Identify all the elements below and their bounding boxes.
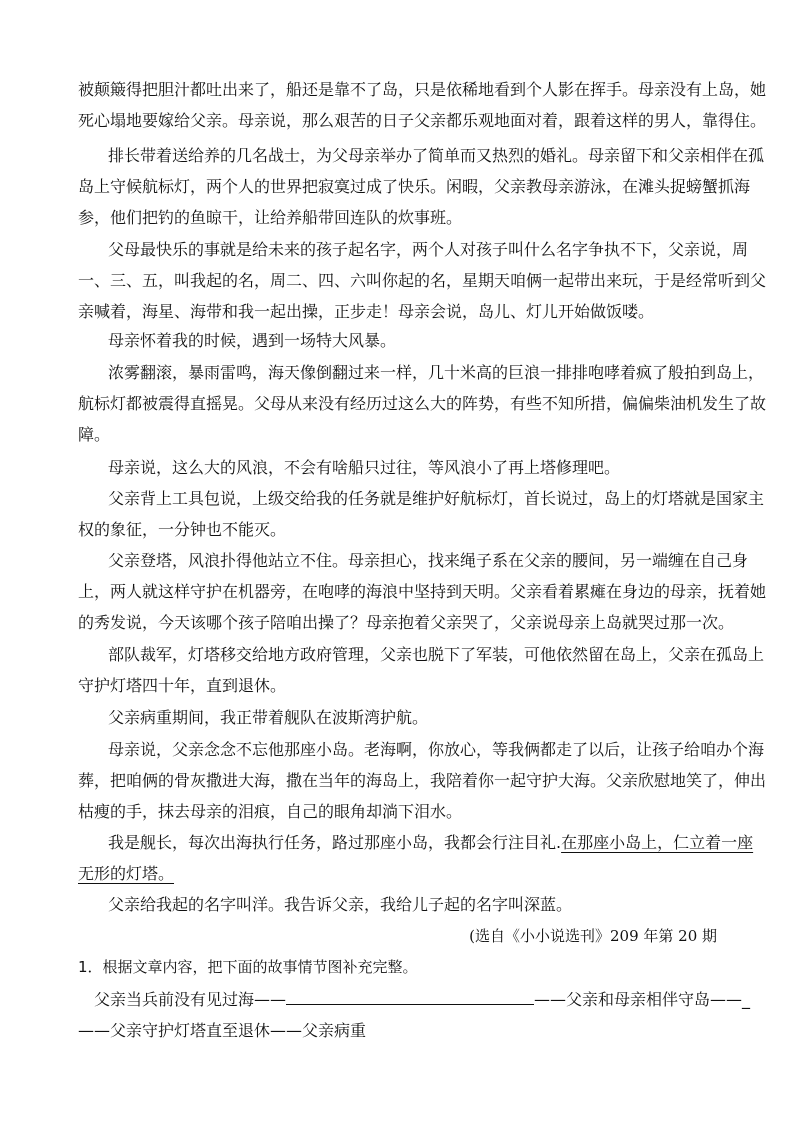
text-line: 守护灯塔四十年，直到退休。 <box>78 676 287 695</box>
paragraph-11 <box>78 734 767 827</box>
paragraph-7 <box>78 483 765 545</box>
text-line: 葬，把咱俩的骨灰撒进大海，撒在当年的海岛上，我陪着你一起守护大海。父亲欣慰地笑了，伸出 <box>78 771 767 790</box>
paragraph-13 <box>78 889 718 920</box>
text-line: 上，两人就这样守护在机器旁，在咆哮的海浪中坚持到天明。父亲看着累瘫在身边的母亲，抚着她 <box>78 582 767 601</box>
plot-diagram-line-1 <box>94 984 750 1015</box>
text-line: 亲喊着，海星、海带和我一起出操，正步走！母亲会说，岛儿、灯儿开始做饭喽。 <box>78 302 655 321</box>
text-line: 父母最快乐的事就是给未来的孩子起名字，两个人对孩子叫什么名字争执不下，父亲说，周 <box>108 240 749 259</box>
question-title: 1．根据文章内容，把下面的故事情节图补充完整。 <box>78 958 418 976</box>
text-line: 母亲说，父亲念念不忘他那座小岛。老海啊，你放心，等我俩都走了以后，让孩子给咱办个海 <box>108 740 765 759</box>
text-line: 的秀发说，今天该哪个孩子陪咱出操了？母亲抱着父亲哭了，父亲说母亲上岛就哭过那一次。 <box>78 613 735 632</box>
plot-step: 父亲当兵前没有见过海—— <box>94 990 287 1009</box>
paragraph-3 <box>78 234 767 327</box>
text-line: 母亲怀着我的时候，遇到一场特大风暴。 <box>108 331 397 350</box>
text-line <box>78 858 718 889</box>
paragraph-12 <box>78 827 754 889</box>
text-line: 枯瘦的手，抹去母亲的泪痕，自己的眼角却淌下泪水。 <box>78 802 463 821</box>
plot-diagram-line-2: ——父亲守护灯塔直至退休——父亲病重 <box>78 1021 367 1040</box>
paragraph-10 <box>78 702 718 733</box>
paragraph-6 <box>78 452 718 483</box>
plot-step: ——父亲和母亲相伴守岛—— <box>534 990 743 1009</box>
text-line: 父亲病重期间，我正带着舰队在波斯湾护航。 <box>108 708 429 727</box>
text-line: 航标灯都被震得直摇晃。父母从来没有经历过这么大的阵势，有些不知所措，偏偏柴油机发生了故 <box>78 394 767 413</box>
paragraph-5 <box>78 357 767 450</box>
underlined-sentence: 无形的灯塔。 <box>78 864 175 883</box>
text-line <box>78 827 754 858</box>
text-line: 排长带着送给养的几名战士，为父母亲举办了简单而又热烈的婚礼。母亲留下和父亲相伴在孤 <box>108 146 765 165</box>
underlined-sentence: 在那座小岛上，仁立着一座 <box>561 833 754 852</box>
text-line: 被颠簸得把胆汁都吐出来了，船还是靠不了岛，只是依稀地看到个人影在挥手。母亲没有上岛，她 <box>78 80 767 99</box>
text-line: 障。 <box>78 425 111 444</box>
text-line: 浓雾翻滚，暴雨雷鸣，海天像倒翻过来一样，几十米高的巨浪一排排咆哮着疯了般拍到岛上， <box>108 363 765 382</box>
text-line: 一、三、五，叫我起的名，周二、四、六叫你起的名，星期天咱俩一起带出来玩，于是经常听到父 <box>78 271 767 290</box>
paragraph-2 <box>78 140 765 233</box>
paragraph-8 <box>78 545 767 638</box>
text-line: 父亲给我起的名字叫洋。我告诉父亲，我给儿子起的名字叫深蓝。 <box>108 895 573 914</box>
answer-blank-tail[interactable]: _ <box>742 990 751 1009</box>
text-line: 权的象征，一分钟也不能灭。 <box>78 520 287 539</box>
source-citation: (选自《小小说选刊》209 年第 20 期 <box>469 927 717 945</box>
paragraph-1 <box>78 74 767 136</box>
text-line: 死心塌地要嫁给父亲。母亲说，那么艰苦的日子父亲都乐观地面对着，跟着这样的男人，靠得住。 <box>78 111 767 130</box>
text-line: 岛上守候航标灯，两个人的世界把寂寞过成了快乐。闲暇，父亲教母亲游泳，在滩头捉螃蟹抓海 <box>78 177 751 196</box>
text-line: 母亲说，这么大的风浪，不会有啥船只过往，等风浪小了再上塔修理吧。 <box>108 458 621 477</box>
answer-blank[interactable] <box>286 986 534 1005</box>
text-line: 父亲背上工具包说，上级交给我的任务就是维护好航标灯，首长说过，岛上的灯塔就是国家主 <box>108 489 765 508</box>
paragraph-9 <box>78 639 765 701</box>
text-line: 参，他们把钓的鱼晾干，让给养船带回连队的炊事班。 <box>78 208 463 227</box>
paragraph-4 <box>78 325 718 356</box>
text-plain: 我是舰长，每次出海执行任务，路过那座小岛，我都会行注目礼. <box>108 833 562 852</box>
text-line: 父亲登塔，风浪扑得他站立不住。母亲担心，找来绳子系在父亲的腰间，另一端缠在自己身 <box>108 551 749 570</box>
text-line: 部队裁军，灯塔移交给地方政府管理，父亲也脱下了军装，可他依然留在岛上，父亲在孤岛上 <box>108 645 765 664</box>
